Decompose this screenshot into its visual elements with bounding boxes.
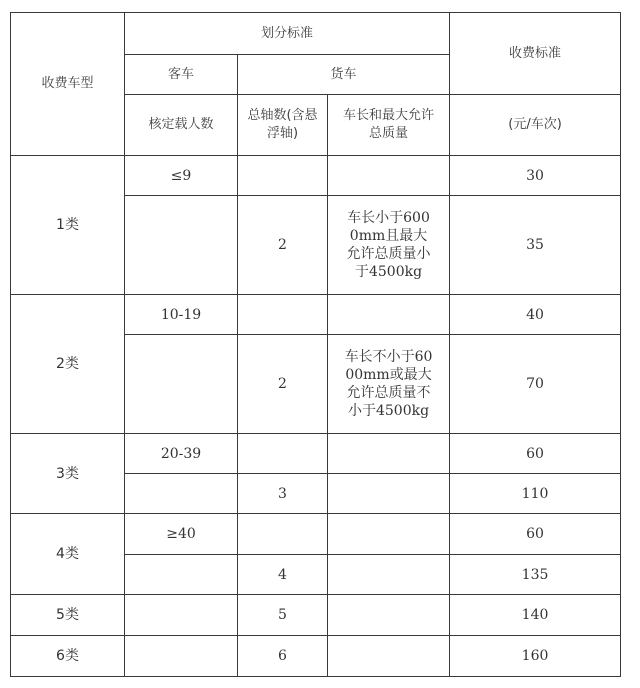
length-weight-cell: [328, 514, 450, 555]
class-cell: 3类: [11, 434, 125, 514]
length-weight-text: 车长小于6000mm且最大允许总质量小于4500kg: [346, 210, 431, 280]
fee-cell: 60: [450, 514, 621, 555]
axles-cell: [238, 156, 328, 196]
axles-cell: 2: [238, 335, 328, 434]
class-cell: 1类: [11, 156, 125, 295]
length-weight-cell: [328, 595, 450, 636]
axles-cell: [238, 514, 328, 555]
table-row: [11, 636, 621, 677]
fee-cell: 110: [450, 474, 621, 514]
header-fee-standard: 收费标准: [450, 13, 621, 95]
fee-cell: 40: [450, 295, 621, 335]
fee-cell: 135: [450, 555, 621, 595]
axles-cell: 4: [238, 555, 328, 595]
length-weight-cell: [328, 335, 450, 434]
length-weight-text: 车长不小于6000mm或最大允许总质量不小于4500kg: [344, 349, 433, 419]
seats-cell: [125, 595, 238, 636]
fee-cell: 140: [450, 595, 621, 636]
header-fee-unit: (元/车次): [450, 95, 621, 156]
header-total-axles: [238, 95, 328, 156]
axles-cell: [238, 295, 328, 335]
header-length-weight: [328, 95, 450, 156]
fee-cell: 70: [450, 335, 621, 434]
table-row: [11, 156, 621, 196]
class-cell: 2类: [11, 295, 125, 434]
header-truck: 货车: [238, 55, 450, 95]
table-row: [11, 434, 621, 474]
header-approved-seats: 核定载人数: [125, 95, 238, 156]
class-cell: 4类: [11, 514, 125, 595]
seats-cell: ≤9: [125, 156, 238, 196]
header-length-weight-text: 车长和最大允许总质量: [343, 108, 435, 141]
seats-cell: [125, 555, 238, 595]
class-cell: 6类: [11, 636, 125, 677]
length-weight-cell: [328, 156, 450, 196]
seats-cell: ≥40: [125, 514, 238, 555]
seats-cell: [125, 196, 238, 295]
seats-cell: 10-19: [125, 295, 238, 335]
table-row: [11, 295, 621, 335]
length-weight-cell: [328, 295, 450, 335]
table-row: [11, 595, 621, 636]
fee-cell: 60: [450, 434, 621, 474]
class-cell: 5类: [11, 595, 125, 636]
axles-cell: 6: [238, 636, 328, 677]
table-row: [11, 514, 621, 555]
length-weight-cell: [328, 636, 450, 677]
fee-cell: 35: [450, 196, 621, 295]
header-passenger-car: 客车: [125, 55, 238, 95]
seats-cell: 20-39: [125, 434, 238, 474]
length-weight-cell: [328, 434, 450, 474]
axles-cell: 3: [238, 474, 328, 514]
fee-cell: 160: [450, 636, 621, 677]
toll-fee-table: [10, 12, 621, 677]
length-weight-cell: [328, 555, 450, 595]
axles-cell: 5: [238, 595, 328, 636]
fee-cell: 30: [450, 156, 621, 196]
axles-cell: [238, 434, 328, 474]
header-total-axles-text: 总轴数(含悬浮轴): [247, 108, 318, 141]
seats-cell: [125, 474, 238, 514]
header-division-standard: 划分标准: [125, 13, 450, 55]
seats-cell: [125, 636, 238, 677]
header-vehicle-type: 收费车型: [11, 13, 125, 156]
length-weight-cell: [328, 196, 450, 295]
length-weight-cell: [328, 474, 450, 514]
seats-cell: [125, 335, 238, 434]
axles-cell: 2: [238, 196, 328, 295]
